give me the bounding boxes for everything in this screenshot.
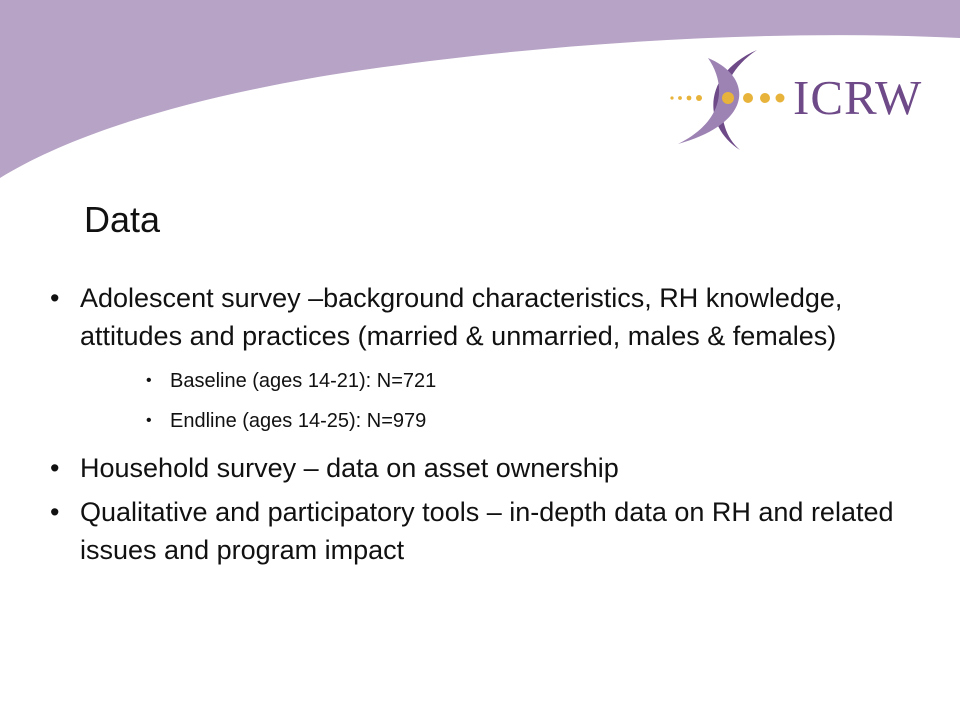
- sub-bullet-text: Baseline (ages 14-21): N=721: [170, 370, 437, 392]
- bullet-list: [48, 279, 918, 569]
- bullet-item: [48, 493, 918, 569]
- bullet-text: Qualitative and participatory tools – in-depth data on RH and related issues and program impact: [80, 497, 894, 565]
- sub-bullet-item: [80, 401, 918, 441]
- bullet-icon: •: [50, 283, 60, 313]
- bullet-item: [48, 449, 918, 487]
- bullet-item: [48, 279, 918, 441]
- bullet-text: Household survey – data on asset ownership: [80, 453, 619, 483]
- sub-bullet-icon: •: [146, 372, 152, 389]
- bullet-icon: •: [50, 453, 60, 483]
- logo-wordmark: ICRW: [793, 70, 923, 125]
- sub-bullet-list: [80, 361, 918, 441]
- sub-bullet-icon: •: [146, 412, 152, 429]
- sub-bullet-item: [80, 361, 918, 401]
- sub-bullet-text: Endline (ages 14-25): N=979: [170, 410, 427, 432]
- slide-title: Data: [84, 199, 161, 240]
- bullet-icon: •: [50, 497, 60, 527]
- bullet-text: Adolescent survey –background characteristics, RH knowledge, attitudes and practices (married & unmarried, males & females): [80, 283, 843, 351]
